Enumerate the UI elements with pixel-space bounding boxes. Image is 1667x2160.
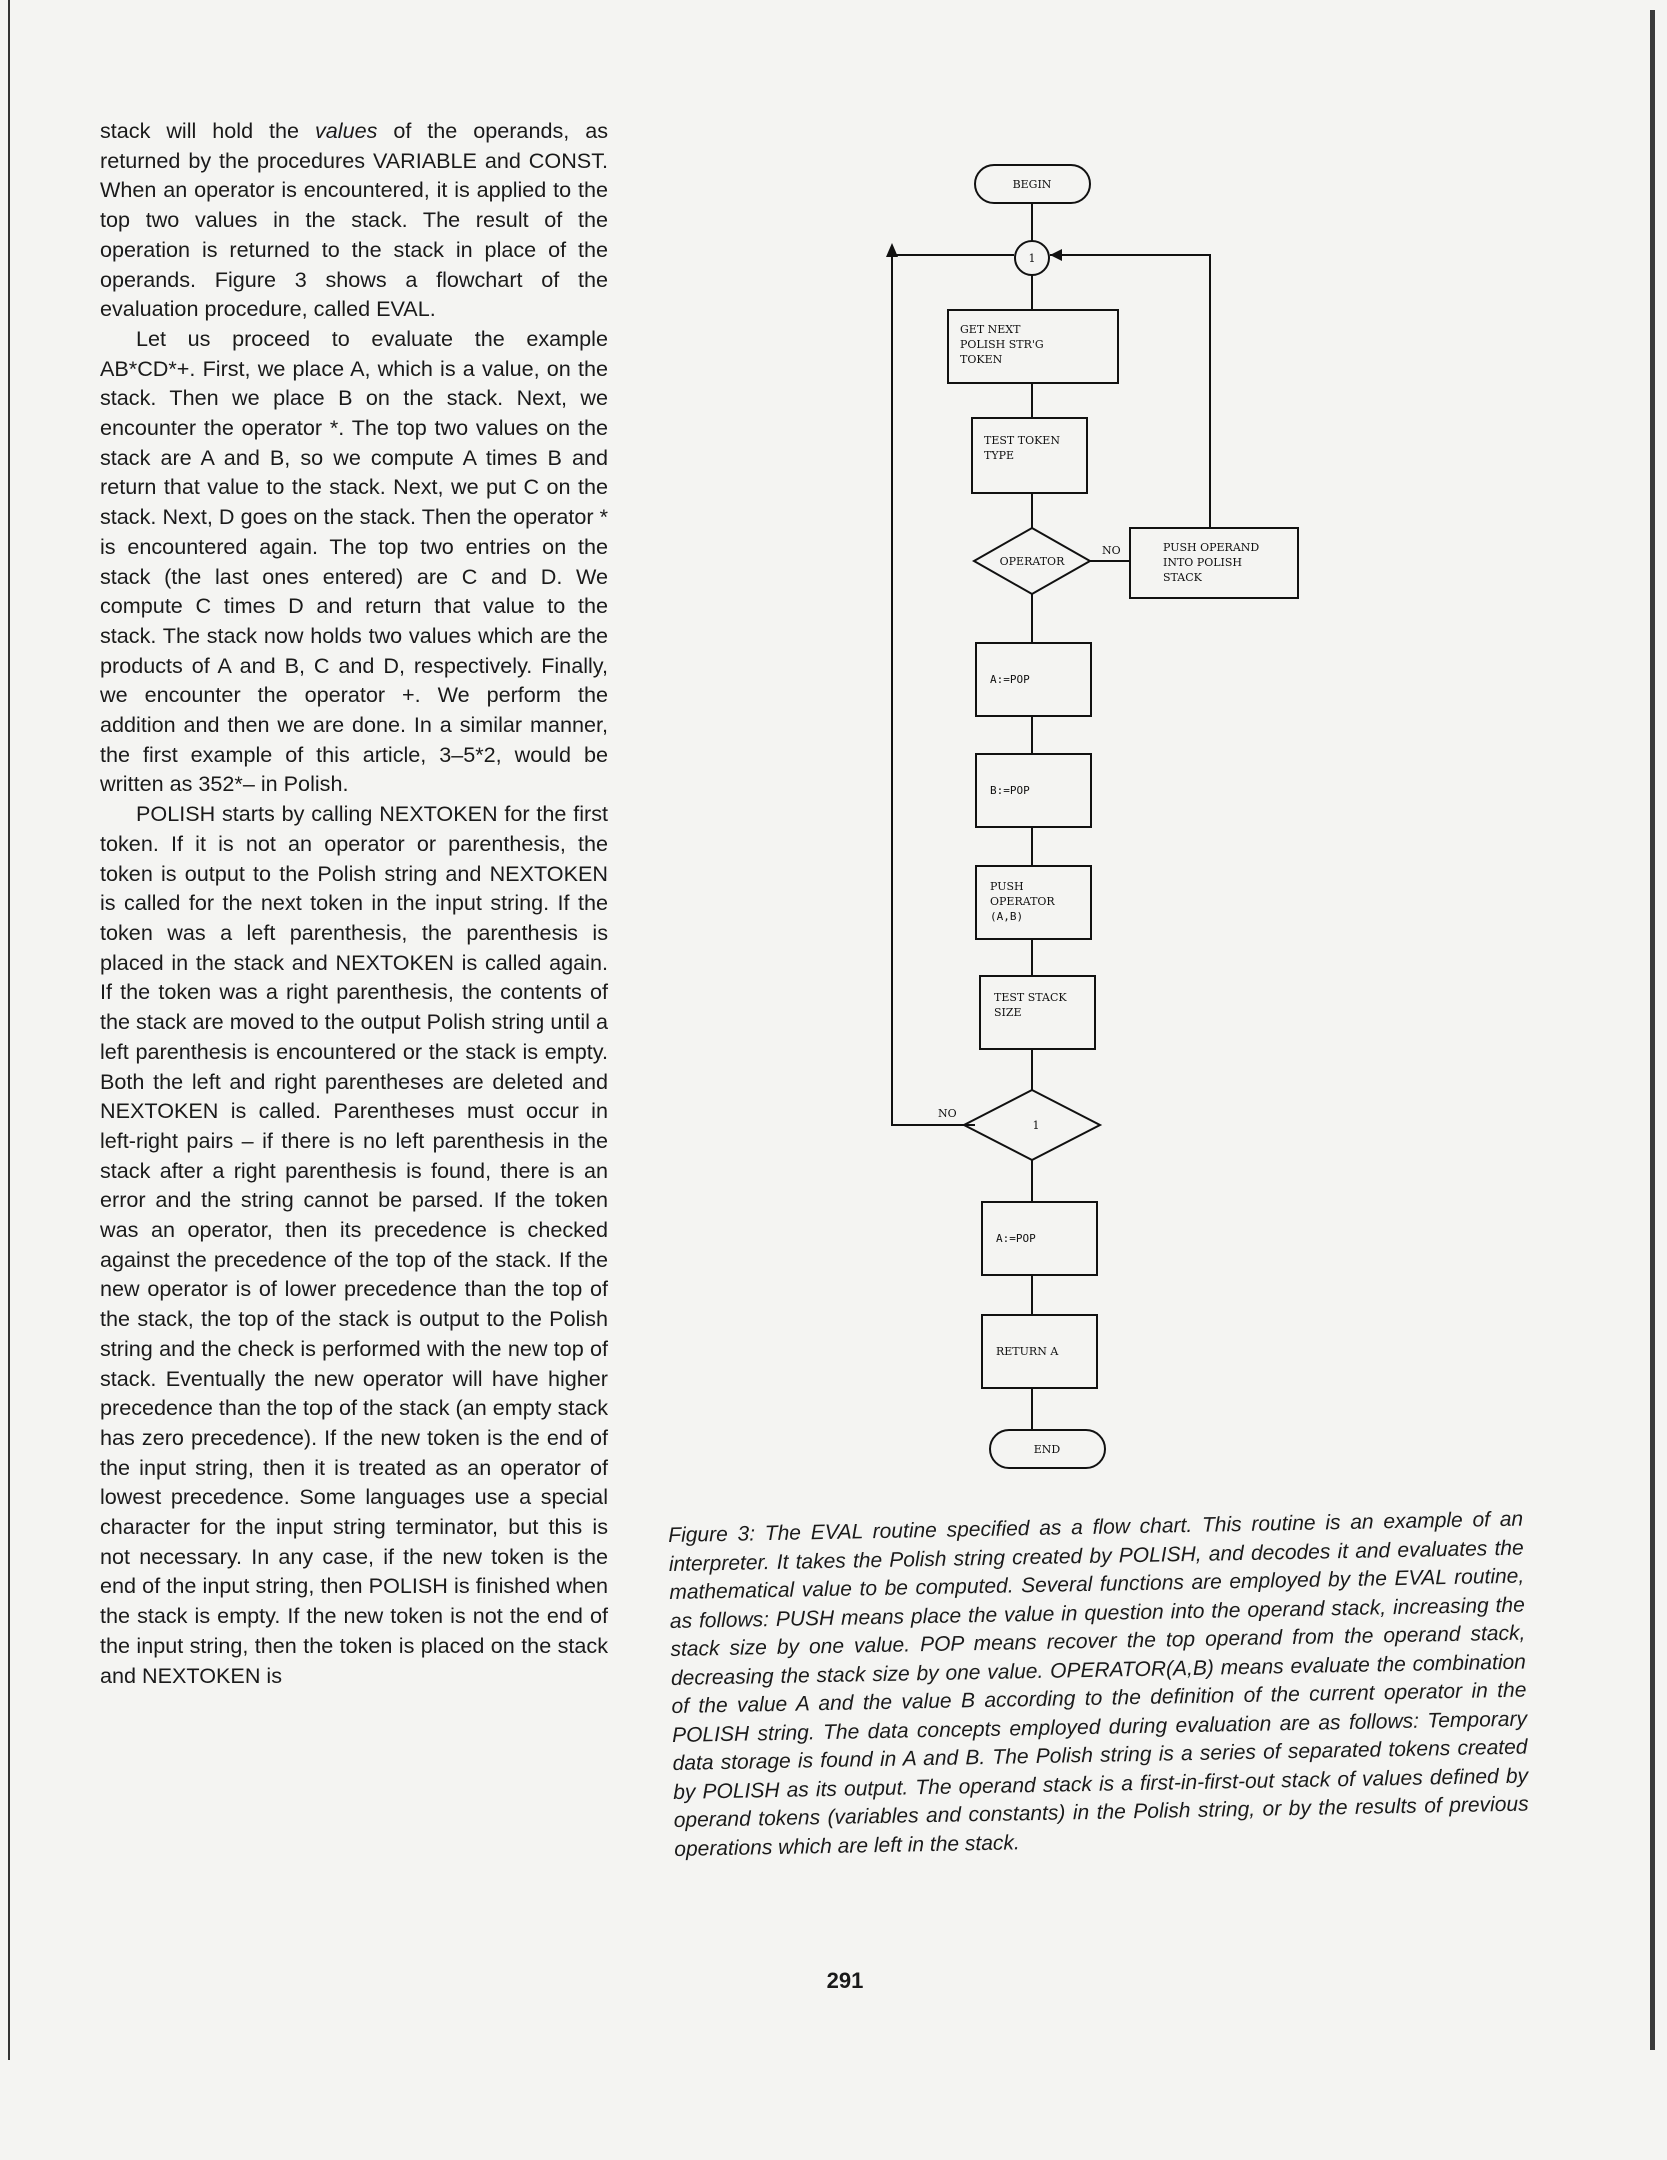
article-paragraph-3: POLISH starts by calling NEXTOKEN for the first token. If it is not an operator or parenthesis, the token is output to the Polish string and NEXTOKEN is called for the next token in the input string. If the token was a left parenthesis, the parenthesis is placed in the stack and NEXTOKEN is called again. If the token was a right parenthesis, the contents of the stack are moved to the output Polish string until a left parenthesis is encountered or the stack is empty. Both the left and right parentheses are deleted and NEXTOKEN is called. Parentheses must occur in left-right pairs – if there is no left parenthesis in the stack after a right parenthesis is found, there is an error and the string cannot be parsed. If the token was an operator, then its precedence is checked against the precedence of the top of the stack. If the new operator is of lower precedence than the top of the stack, the top of the stack is output to the Polish string and the check is performed with the new top of stack. Eventually the new operator will have higher precedence than the top of the stack (an empty stack has zero precedence). If the new token is the end of the input string, then it is treated as an operator of lowest precedence. Some languages use a special character for the input string terminator, but this is not necessary. In any case, if the new token is the end of the input string, then POLISH is finished when the stack is empty. If the new token is not the end of the input string, then the token is placed on the stack and NEXTOKEN is	[100, 801, 608, 1688]
connector-1-label: 1	[1028, 252, 1036, 265]
test-stack-label-2: SIZE	[994, 1006, 1022, 1019]
push-operand-label-3: STACK	[1163, 571, 1202, 584]
push-op-label-3: (A,B)	[990, 910, 1024, 923]
article-column	[100, 116, 608, 1690]
b-pop-label: B:=POP	[990, 784, 1030, 797]
no-label-right: NO	[1102, 544, 1121, 557]
end-label: END	[1033, 1443, 1061, 1456]
page-right-edge	[1650, 10, 1655, 2050]
article-paragraph-1: stack will hold the values of the operands, as returned by the procedures VARIABLE and CONST. When an operator is encountered, it is applied to the top two values in the stack. The result of the operation is returned to the stack in place of the operands. Figure 3 shows a flowchart of the evaluation procedure, called EVAL.	[100, 118, 608, 322]
edge-push-operand-loop	[1050, 255, 1210, 528]
get-next-label-2: POLISH STR'G	[960, 338, 1044, 351]
arrowhead-loop-right	[1050, 249, 1062, 261]
test-stack-label-1: TEST STACK	[994, 991, 1067, 1004]
a-pop-label: A:=POP	[990, 673, 1030, 686]
begin-label: BEGIN	[1012, 178, 1052, 191]
page-number: 291	[826, 1968, 864, 1993]
eval-flowchart	[880, 155, 1320, 1470]
push-op-label-2: OPERATOR	[990, 895, 1055, 908]
emphasis-values: values	[314, 118, 378, 143]
push-operand-label-1: PUSH OPERAND	[1163, 541, 1260, 554]
push-op-label-1: PUSH	[990, 880, 1024, 893]
get-next-label-3: TOKEN	[960, 353, 1003, 366]
no-label-left: NO	[938, 1107, 957, 1120]
get-next-label-1: GET NEXT	[960, 323, 1021, 336]
return-a-label: RETURN A	[996, 1345, 1059, 1358]
test-token-label-1: TEST TOKEN	[984, 434, 1060, 447]
operator-decision-label: OPERATOR	[999, 555, 1065, 568]
test-token-label-2: TYPE	[984, 449, 1015, 462]
stack-size-decision-label: 1	[1032, 1119, 1040, 1132]
arrowhead-loop-left	[886, 243, 898, 257]
page-left-edge	[8, 0, 10, 2060]
figure-caption: Figure 3: The EVAL routine specified as a flow chart. This routine is an example of an interpreter. It takes the Polish string created by POLISH, and decodes it and evaluates the mathematical value to be computed. Several functions are employed by the EVAL routine, as follows: PUSH means place the value in question into the operand stack, increasing the stack size by one value. POP means recover the top operand from the operand stack, decreasing the stack size by one value. OPERATOR(A,B) means evaluate the combination of the value A and the value B according to the definition of the current operator in the POLISH string. The data concepts employed during evaluation are as follows: Temporary data storage is found in A and B. The Polish string is a series of separated tokens created by POLISH as its output. The operand stack is a first-in-first-out stack of values defined by operand tokens (variables and constants) in the Polish string, or by the results of previous operations which are left in the stack.	[668, 1507, 1529, 1861]
push-operand-label-2: INTO POLISH	[1163, 556, 1243, 569]
article-paragraph-2: Let us proceed to evaluate the example AB*CD*+. First, we place A, which is a value, on the stack. Then we place B on the stack. Next, we encounter the operator *. The top two values on the stack are A and B, so we compute A times B and return that value to the stack. Next, we put C on the stack. Next, D goes on the stack. Then the operator * is encountered again. The top two entries on the stack (the last ones entered) are C and D. We compute C times D and return that value to the stack. The stack now holds two values which are the products of A and B, C and D, respectively. Finally, we encounter the operator +. We perform the addition and then we are done. In a similar manner, the first example of this article, 3–5*2, would be written as 352*– in Polish.	[100, 325, 608, 797]
a-pop-2-label: A:=POP	[996, 1232, 1036, 1245]
